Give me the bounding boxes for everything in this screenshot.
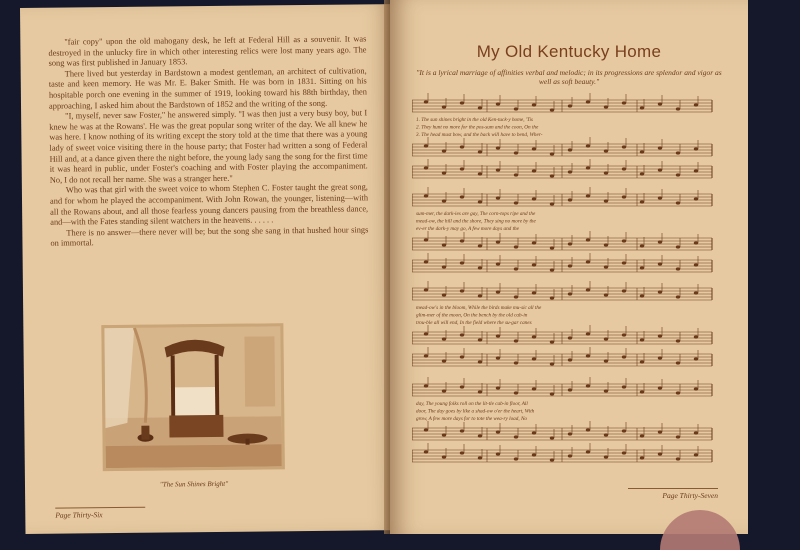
lyric-line-7: mead-ow's in the bloom, While the birds make mu-sic all the: [416, 305, 542, 311]
song-quote: "It is a lyrical marriage of affinities verbal and melodic; in its progressions are splendor and vigor as well as soft beauty.": [416, 68, 722, 86]
sheet-music-staves: [412, 92, 716, 482]
paragraph-3: "I, myself, never saw Foster," he answered simply. "I was then just a very busy boy, but I knew he was at the Rowans'. He was the great popular song writer of the day. We all knew he was here. I know nothing of its writing except the story told at the time that there was a young lady of sweet voice visiting there in the house party; that Foster had written a song of Federal Hill and, at a dance given there the night before, the young lady sang the song for the first time it was heard in public, under Foster's coaching and with Foster playing the accompaniment. No, I do not recall her name. She was a stranger here.": [49, 108, 368, 185]
lyric-line-8: glim-mer of the moon, On the bench by the old cab-in: [416, 312, 528, 319]
vocal-staff-1: [412, 93, 712, 112]
piano-bass-staff-4: [412, 443, 712, 462]
page-number-right: Page Thirty-Seven: [628, 488, 718, 500]
lyric-line-5: mead-ow, the hill and the shore, They sing no more by the: [416, 218, 536, 225]
piano-treble-staff-1: [412, 137, 712, 156]
bedroom-photo: [101, 323, 285, 471]
bedroom-photo-image: [104, 326, 281, 468]
sheet-music: [412, 92, 716, 482]
vocal-staff-3: [412, 281, 712, 300]
photo-caption: "The Sun Shines Bright": [159, 479, 229, 489]
vocal-staff-2: [412, 187, 712, 206]
piano-treble-staff-3: [412, 325, 712, 344]
page-number-left: Page Thirty-Six: [55, 507, 145, 520]
lyric-line-9: trou-ble all will end, In the field where the su-gar canes: [416, 320, 532, 326]
left-page-text: [48, 34, 368, 249]
piano-bass-staff-3: [412, 347, 712, 366]
lyric-line-1: 1. The sun shines bright in the old Ken-tuck-y home, 'Tis: [416, 117, 533, 123]
song-title: My Old Kentucky Home: [476, 42, 662, 61]
lyric-line-3: 3. The head must bow, and the back will have to bend, Wher-: [416, 132, 543, 138]
right-page: [390, 0, 748, 534]
lyric-line-2: 2. They hunt no more for the pos-sum and the coon, On the: [416, 124, 539, 131]
left-page: [20, 4, 397, 534]
piano-treble-staff-4: [412, 421, 712, 440]
lyric-line-4: sum-mer, the dark-ies are gay, The corn-tops ripe and the: [416, 211, 536, 217]
paragraph-4: Who was that girl with the sweet voice to whom Stephen C. Foster taught the great song, and for whom he played the accompaniment. With John Rowan, the younger, listening—with all the Rowans about, and all those fearless young dancers pausing from the breathless dance, and—with the Fates standing silent watchers in the heavens. . . . . .: [49, 182, 369, 227]
lyric-line-10: day, The young folks roll on the lit-tle cab-in floor, All: [416, 401, 528, 407]
lyric-line-12: grow, A few more days for to tote the wea-ry load, No: [416, 416, 527, 422]
paragraph-2: There lived but yesterday in Bardstown a modest gentleman, an architect of cultivation, taste and keen memory. He was Mr. E. Baker Smith. He was born in 1831. Sitting on his hospitable porch one evening in the summer of 1919, looking toward his 88th birthday, then approaching, I asked him about the Bardstown of 1852 and the writing of the song.: [48, 66, 367, 111]
lyric-line-11: door, The day goes by like a shad-ow o'er the heart, With: [416, 408, 535, 415]
piano-treble-staff-2: [412, 231, 712, 250]
piano-bass-staff-1: [412, 159, 712, 178]
vocal-staff-4: [412, 377, 712, 396]
lyric-line-6: ev-er the dark-y may go, A few more days and the: [416, 226, 519, 232]
paragraph-1: "fair copy" upon the old mahogany desk, he left at Federal Hill as a souvenir. It was destroyed in the unlucky fire in which other interesting relics were lost many years ago. The song was first published in January 1853.: [48, 34, 367, 68]
piano-bass-staff-2: [412, 253, 712, 272]
paragraph-5: There is no answer—there never will be; but the song she sang in that hushed hour sings on immortal.: [50, 225, 369, 248]
